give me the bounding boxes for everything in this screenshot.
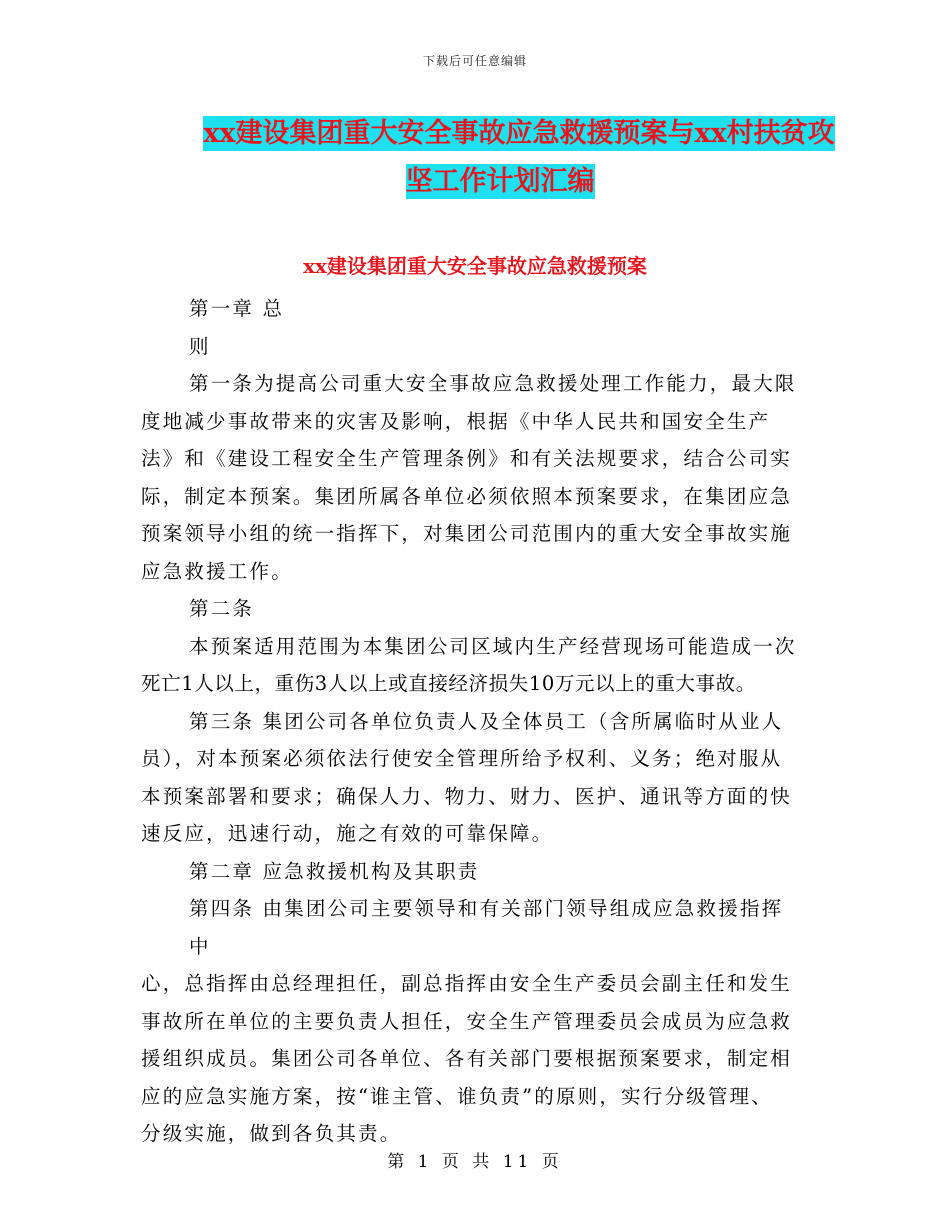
header-note: 下载后可任意编辑 xyxy=(422,54,527,68)
body-line: 度地减少事故带来的灾害及影响，根据《中华人民共和国安全生产 xyxy=(141,409,771,433)
body-line: 死亡1人以上，重伤3人以上或直接经济损失10万元以上的重大事故。 xyxy=(141,672,756,695)
document-body xyxy=(141,290,801,1153)
body-line: 第一条为提高公司重大安全事故应急救援处理工作能力，最大限 xyxy=(189,372,797,395)
body-line: 第一章 总 xyxy=(189,297,285,320)
body-line: 速反应，迅速行动，施之有效的可靠保障。 xyxy=(141,822,554,845)
chapter-heading: 第二章 应急救援机构及其职责 xyxy=(189,859,480,883)
title-line-2: 坚工作计划汇编 xyxy=(405,166,595,197)
body-line: 际，制定本预案。集团所属各单位必须依照本预案要求，在集团应急 xyxy=(141,484,793,508)
body-line: 应急救援工作。 xyxy=(141,559,293,583)
body-line: 第二条 xyxy=(189,597,255,620)
body-line: 员），对本预案必须依法行使安全管理所给予权利、义务；绝对服从 xyxy=(141,747,783,770)
body-line: 本预案部署和要求；确保人力、物力、财力、医护、通讯等方面的快 xyxy=(141,784,793,808)
body-line: 心，总指挥由总经理担任，副总指挥由安全生产委员会副主任和发生 xyxy=(141,972,793,995)
document-title xyxy=(150,110,850,206)
section-title: xx建设集团重大安全事故应急救援预案 xyxy=(303,254,647,278)
body-line: 第三条 集团公司各单位负责人及全体员工（含所属临时从业人 xyxy=(189,709,784,733)
body-line: 事故所在单位的主要负责人担任，安全生产管理委员会成员为应急救 xyxy=(141,1009,793,1033)
body-line: 援组织成员。集团公司各单位、各有关部门要根据预案要求，制定相 xyxy=(141,1047,793,1070)
body-line: 分级实施，做到各负其责。 xyxy=(141,1122,402,1145)
body-line: 预案领导小组的统一指挥下，对集团公司范围内的重大安全事故实施 xyxy=(141,522,793,545)
body-line: 法》和《建设工程安全生产管理条例》和有关法规要求，结合公司实 xyxy=(141,447,793,470)
page-footer: 第 1 页 共 11 页 xyxy=(387,1152,563,1172)
body-line: 则 xyxy=(189,334,211,358)
body-line: 应的应急实施方案，按“谁主管、谁负责”的原则，实行分级管理、 xyxy=(141,1084,773,1108)
body-line: 本预案适用范围为本集团公司区域内生产经营现场可能造成一次 xyxy=(189,634,797,658)
body-line: 第四条 由集团公司主要领导和有关部门领导组成应急救援指挥中 xyxy=(189,897,784,958)
title-line-1: xx建设集团重大安全事故应急救援预案与xx村扶贫攻 xyxy=(203,118,835,149)
